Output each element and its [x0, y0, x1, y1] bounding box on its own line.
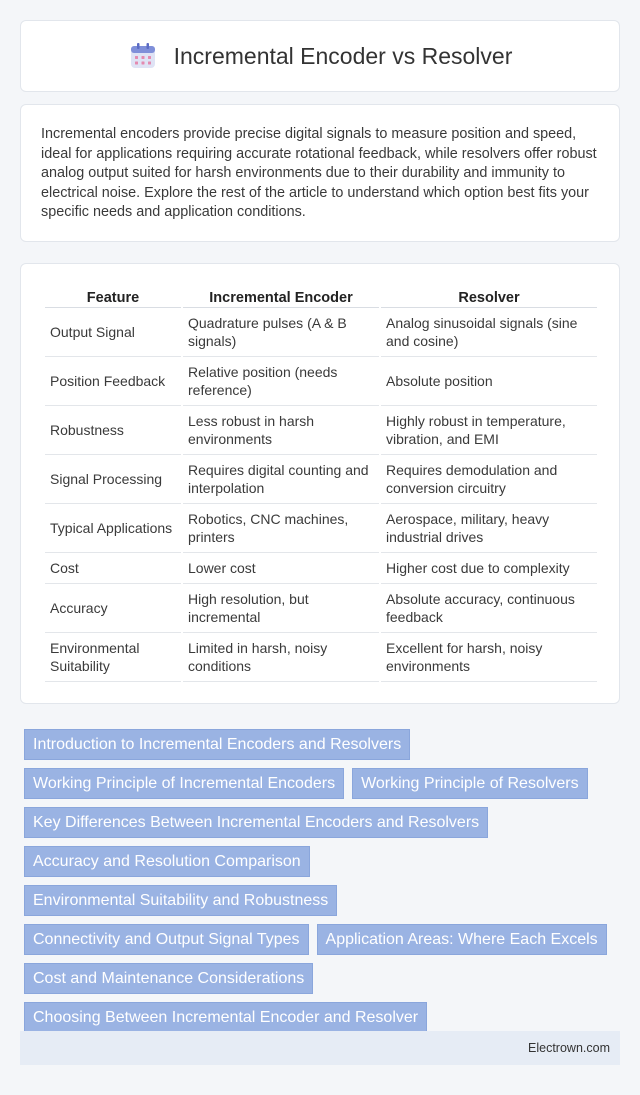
table-row [45, 584, 597, 633]
topic-link-accuracy-resolution[interactable]: Accuracy and Resolution Comparison [24, 846, 310, 877]
table-cell-encoder: Requires digital counting and interpolation [183, 455, 379, 504]
table-header-row [45, 286, 597, 308]
topic-link-working-principle-resolvers[interactable]: Working Principle of Resolvers [352, 768, 588, 799]
table-cell-resolver: Requires demodulation and conversion circuitry [381, 455, 597, 504]
table-row [45, 553, 597, 584]
table-cell-resolver: Higher cost due to complexity [381, 553, 597, 584]
table-cell-feature: Robustness [45, 406, 181, 455]
table-cell-resolver: Analog sinusoidal signals (sine and cosine) [381, 308, 597, 357]
table-cell-resolver: Aerospace, military, heavy industrial drives [381, 504, 597, 553]
header-card [20, 20, 620, 92]
topic-link-introduction[interactable]: Introduction to Incremental Encoders and Resolvers [24, 729, 410, 760]
table-cell-encoder: High resolution, but incremental [183, 584, 379, 633]
table-cell-feature: Environmental Suitability [45, 633, 181, 682]
table-row [45, 357, 597, 406]
topic-link-key-differences[interactable]: Key Differences Between Incremental Encoders and Resolvers [24, 807, 488, 838]
header-inner [128, 41, 513, 71]
table-cell-feature: Cost [45, 553, 181, 584]
topic-link-working-principle-encoders[interactable]: Working Principle of Incremental Encoders [24, 768, 344, 799]
table-cell-feature: Output Signal [45, 308, 181, 357]
topic-link-environmental-suitability[interactable]: Environmental Suitability and Robustness [24, 885, 337, 916]
table-cell-encoder: Less robust in harsh environments [183, 406, 379, 455]
table-row [45, 308, 597, 357]
footer-site-name[interactable]: Electrown.com [528, 1041, 610, 1055]
table-cell-resolver: Absolute accuracy, continuous feedback [381, 584, 597, 633]
table-row [45, 406, 597, 455]
table-cell-feature: Typical Applications [45, 504, 181, 553]
related-topics-links [24, 729, 616, 1033]
comparison-table-card [20, 263, 620, 704]
topic-link-connectivity-output[interactable]: Connectivity and Output Signal Types [24, 924, 309, 955]
topic-link-application-areas[interactable]: Application Areas: Where Each Excels [317, 924, 607, 955]
table-cell-encoder: Relative position (needs reference) [183, 357, 379, 406]
table-cell-resolver: Absolute position [381, 357, 597, 406]
table-cell-encoder: Limited in harsh, noisy conditions [183, 633, 379, 682]
table-row [45, 633, 597, 682]
calendar-grid-icon [128, 41, 158, 71]
column-header-resolver: Resolver [381, 286, 597, 308]
table-cell-feature: Accuracy [45, 584, 181, 633]
table-cell-encoder: Robotics, CNC machines, printers [183, 504, 379, 553]
table-cell-encoder: Lower cost [183, 553, 379, 584]
table-row [45, 455, 597, 504]
comparison-table [43, 286, 599, 682]
topic-link-choosing[interactable]: Choosing Between Incremental Encoder and Resolver [24, 1002, 427, 1033]
intro-card [20, 104, 620, 242]
footer [20, 1031, 620, 1065]
page-title: Incremental Encoder vs Resolver [173, 42, 513, 69]
column-header-feature: Feature [45, 286, 181, 308]
table-cell-feature: Position Feedback [45, 357, 181, 406]
table-cell-feature: Signal Processing [45, 455, 181, 504]
topic-link-cost-maintenance[interactable]: Cost and Maintenance Considerations [24, 963, 313, 994]
table-cell-resolver: Excellent for harsh, noisy environments [381, 633, 597, 682]
table-cell-encoder: Quadrature pulses (A & B signals) [183, 308, 379, 357]
intro-text: Incremental encoders provide precise digital signals to measure position and speed, ideal for applications requiring accurate rotational feedback, while resolvers offer robust analog output suited for harsh environments due to their durability and immunity to electrical noise. Explore the rest of the article to understand which option best fits your specific needs and application conditions. [41, 126, 597, 221]
column-header-incremental-encoder: Incremental Encoder [183, 286, 379, 308]
table-row [45, 504, 597, 553]
table-cell-resolver: Highly robust in temperature, vibration, and EMI [381, 406, 597, 455]
